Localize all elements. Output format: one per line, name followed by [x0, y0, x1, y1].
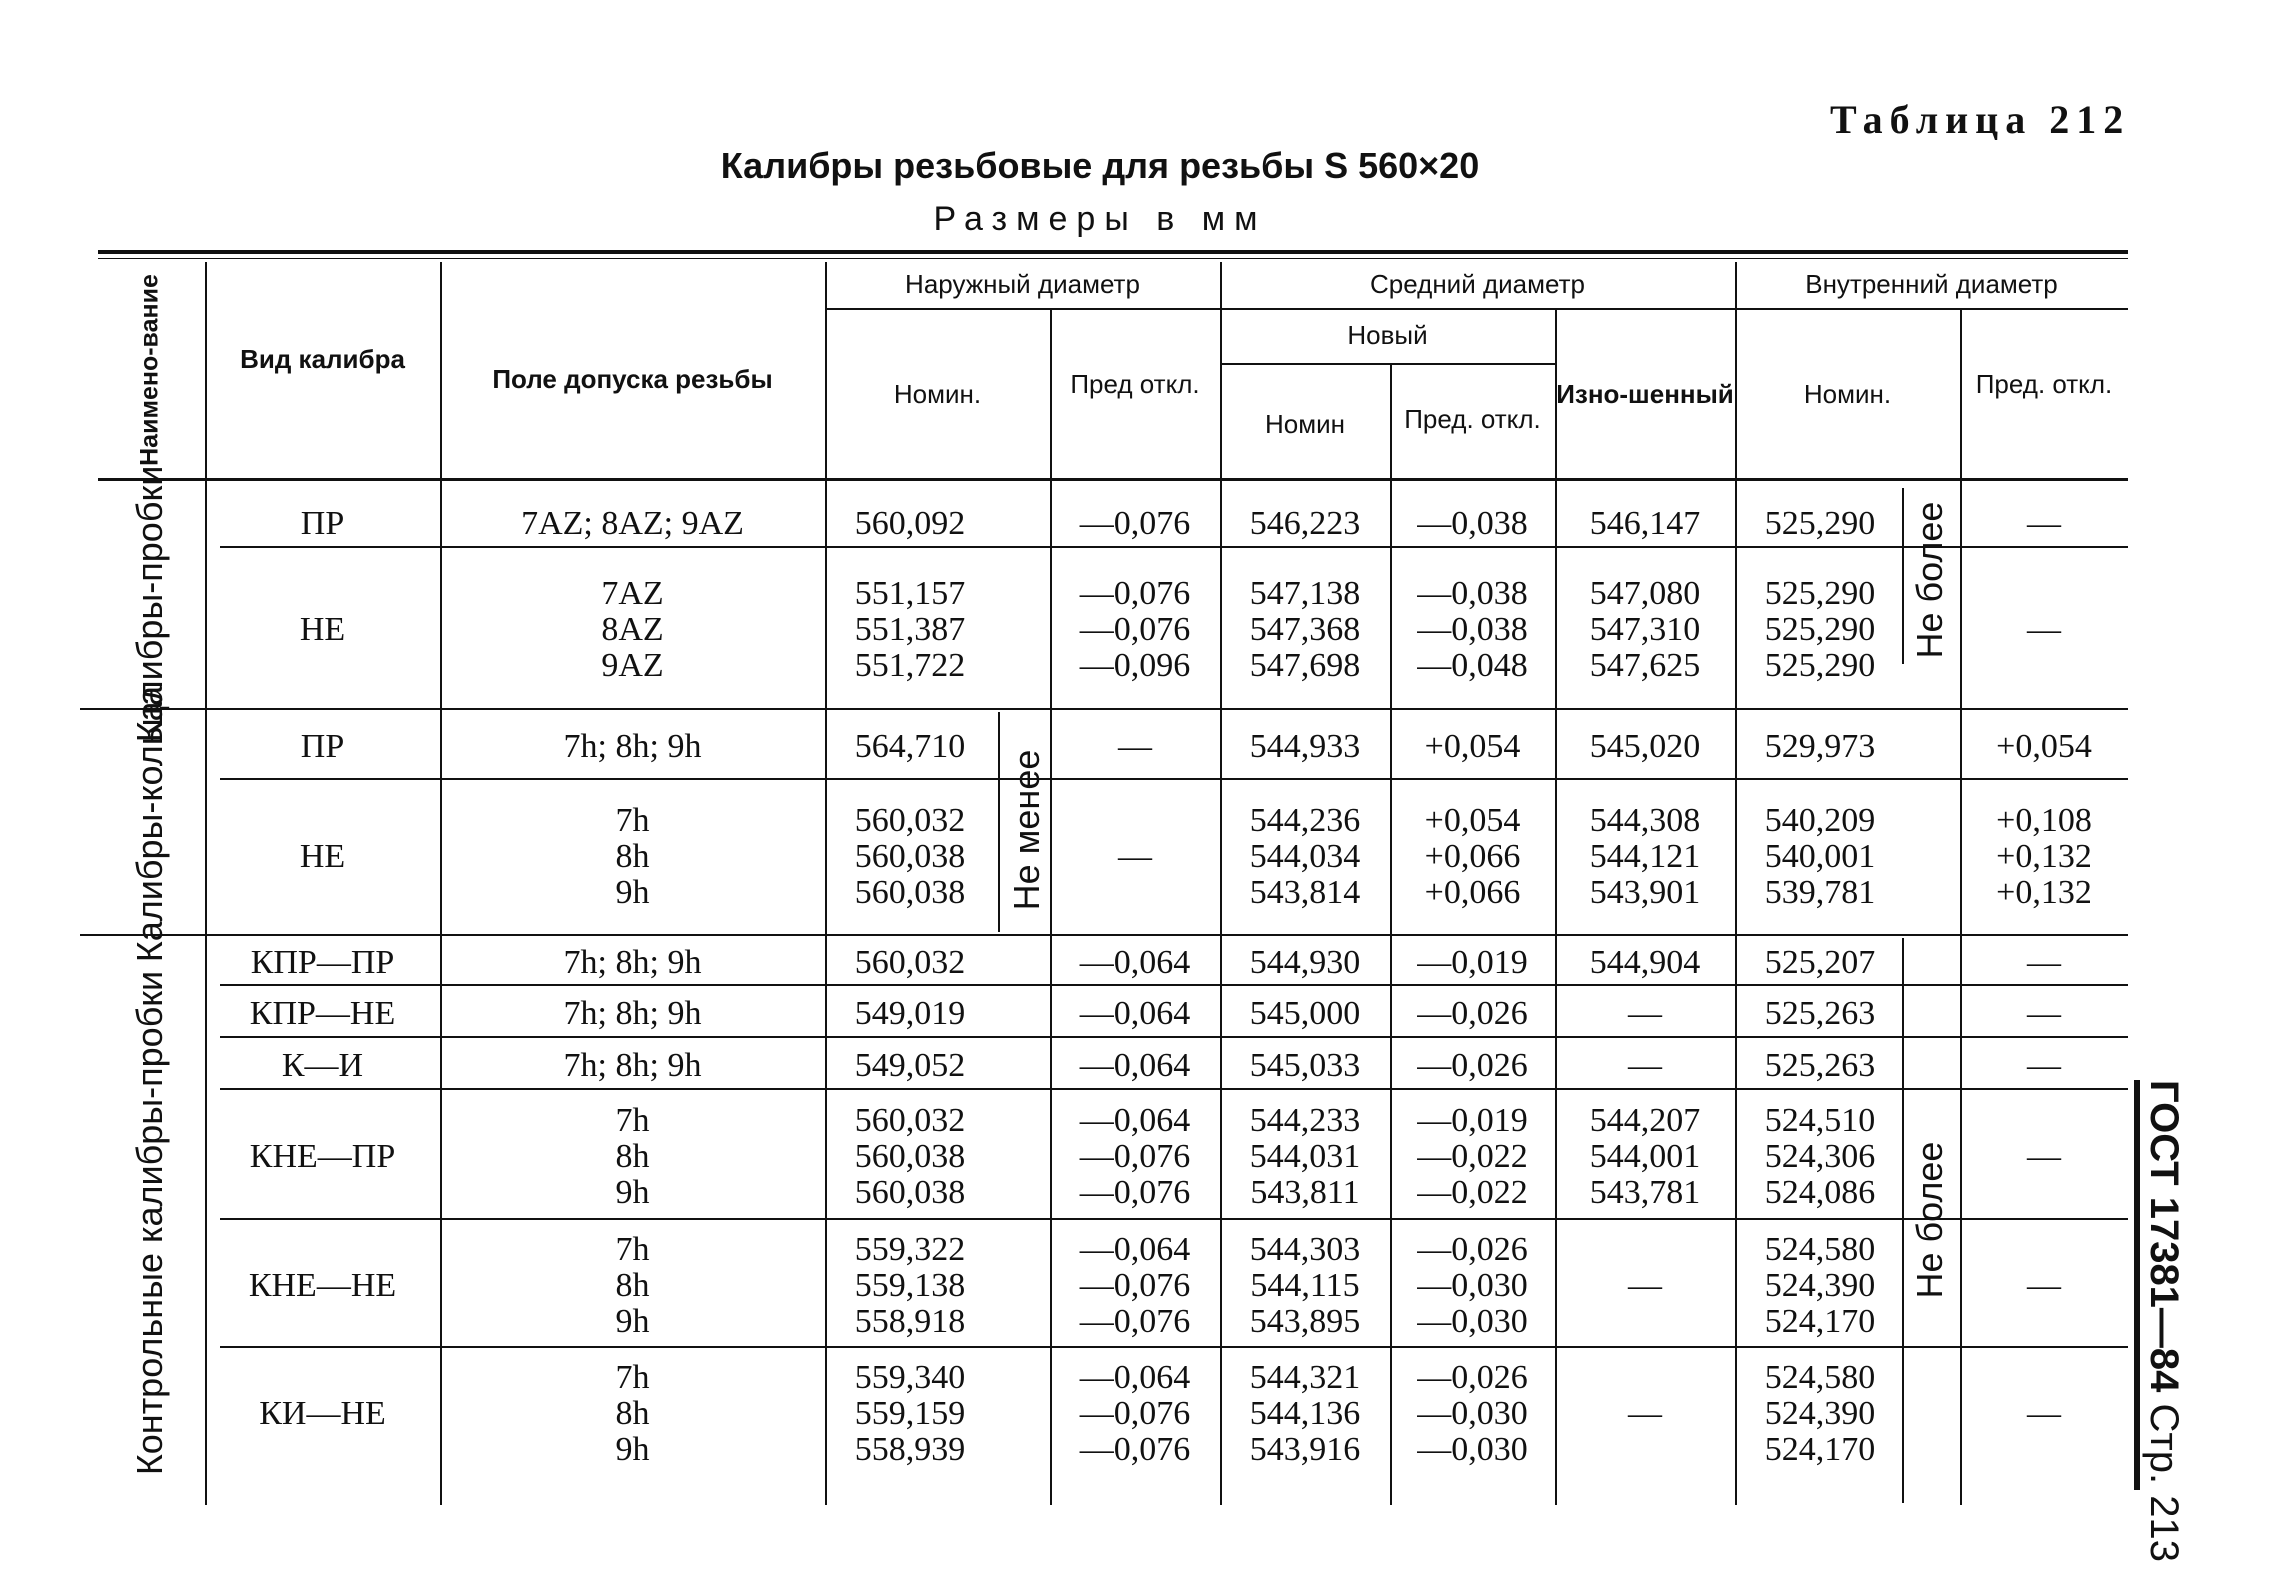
row-outer-nom: 559,322 559,138 558,918 [854, 1231, 966, 1340]
row-field: 7h 8h 9h [615, 1102, 650, 1211]
row-mid-dev: +0,054 +0,066 +0,066 [1424, 802, 1521, 911]
row-inner-nom: 525,290 525,290 525,290 [1764, 575, 1876, 684]
header-subrule [1735, 308, 2128, 310]
header-mid-dev: Пред. откл. [1404, 404, 1541, 435]
row-type: КНЕ—НЕ [248, 1267, 397, 1304]
row-mid-nom: 547,138 547,368 547,698 [1249, 575, 1361, 684]
row-inner-dev: — [2027, 1138, 2061, 1175]
header-middle-diameter: Средний диаметр [1370, 269, 1585, 300]
body-divider [1960, 480, 1962, 1505]
row-inner-nom: 524,510 524,306 524,086 [1764, 1102, 1876, 1211]
row-field: 7h 8h 9h [615, 802, 650, 911]
row-inner-nom: 529,973 [1764, 728, 1876, 765]
row-outer-dev: —0,064 [1079, 995, 1191, 1032]
row-inner-nom: 525,263 [1764, 995, 1876, 1032]
row-rule [220, 546, 2128, 548]
row-outer-nom: 560,032 560,038 560,038 [854, 1102, 966, 1211]
row-outer-nom: 549,052 [854, 1047, 966, 1084]
row-type: ПР [300, 505, 345, 542]
row-type: К—И [281, 1047, 364, 1084]
row-worn: 544,308 544,121 543,901 [1589, 802, 1701, 911]
header-new: Новый [1347, 319, 1428, 350]
row-mid-nom: 544,303 544,115 543,895 [1249, 1231, 1361, 1340]
row-rule [80, 934, 2128, 936]
row-mid-nom: 546,223 [1249, 505, 1361, 542]
header-mid-nom: Номин [1265, 409, 1345, 440]
row-outer-nom: 559,340 559,159 558,939 [854, 1359, 966, 1468]
table-number: Таблица 212 [1830, 97, 2131, 142]
body-divider [825, 480, 827, 1505]
row-type: КПР—НЕ [249, 995, 396, 1032]
body-divider [205, 480, 207, 1505]
header-outer-diameter: Наружный диаметр [905, 269, 1140, 300]
row-rule [220, 1036, 2128, 1038]
header-inner-nom: Номин. [1803, 379, 1892, 410]
row-field: 7AZ; 8AZ; 9AZ [521, 505, 744, 542]
row-inner-nom: 524,580 524,390 524,170 [1764, 1359, 1876, 1468]
row-inner-dev: — [2027, 1267, 2061, 1304]
header-name: Наимено-вание [135, 274, 164, 466]
row-type: КПР—ПР [250, 944, 395, 981]
units-caption: Размеры в мм [933, 200, 1267, 238]
row-outer-nom: 560,032 [854, 944, 966, 981]
row-inner-dev: — [2027, 944, 2061, 981]
row-outer-dev: —0,064 —0,076 —0,076 [1079, 1231, 1191, 1340]
row-field: 7h 8h 9h [615, 1231, 650, 1340]
row-mid-dev: —0,026 —0,030 —0,030 [1417, 1231, 1528, 1340]
row-outer-dev: —0,064 —0,076 —0,076 [1079, 1359, 1191, 1468]
row-inner-nom: 525,290 [1764, 505, 1876, 542]
row-field: 7h; 8h; 9h [563, 728, 702, 765]
note-divider [1902, 938, 1904, 1503]
row-rule [220, 984, 2128, 986]
body-divider [1050, 480, 1052, 1505]
header-subrule [1220, 363, 1555, 365]
page-number: Стр. 213 [2142, 1403, 2186, 1562]
row-outer-nom: 560,032 560,038 560,038 [854, 802, 966, 911]
row-mid-nom: 544,933 [1249, 728, 1361, 765]
row-inner-nom: 540,209 540,001 539,781 [1764, 802, 1876, 911]
row-mid-nom: 545,033 [1249, 1047, 1361, 1084]
row-outer-dev: —0,064 [1079, 944, 1191, 981]
row-inner-dev: — [2027, 611, 2061, 648]
row-outer-dev: —0,064 —0,076 —0,076 [1079, 1102, 1191, 1211]
row-type: НЕ [299, 838, 346, 875]
header-type: Вид калибра [240, 344, 405, 375]
row-outer-nom: 551,157 551,387 551,722 [854, 575, 966, 684]
note-ne-menee: Не менее [1006, 749, 1047, 911]
note-ne-bolee-plug: Не более [1909, 501, 1950, 659]
row-field: 7AZ 8AZ 9AZ [601, 575, 664, 684]
row-mid-dev: —0,026 [1417, 1047, 1528, 1084]
group-control-gauges: Контрольные калибры-пробки [129, 970, 170, 1475]
side-gost-label [2134, 1080, 2186, 1562]
row-outer-dev: —0,076 [1079, 505, 1191, 542]
row-mid-nom: 545,000 [1249, 995, 1361, 1032]
row-outer-dev: — [1118, 838, 1152, 875]
row-outer-dev: —0,076 —0,076 —0,096 [1079, 575, 1191, 684]
row-inner-dev: — [2027, 505, 2061, 542]
row-inner-dev: — [2027, 1047, 2061, 1084]
note-ne-bolee-control: Не более [1909, 1141, 1950, 1299]
row-inner-dev: +0,054 [1996, 728, 2092, 765]
row-type: ПР [300, 728, 345, 765]
row-outer-dev: —0,064 [1079, 1047, 1191, 1084]
header-inner-diameter: Внутренний диаметр [1805, 269, 2058, 300]
body-divider [440, 480, 442, 1505]
gost-number: ГОСТ 17381—84 [2142, 1080, 2186, 1393]
row-outer-dev: — [1118, 728, 1152, 765]
row-rule [220, 1346, 2128, 1348]
row-inner-dev: — [2027, 995, 2061, 1032]
row-mid-nom: 544,321 544,136 543,916 [1249, 1359, 1361, 1468]
row-inner-dev: +0,108 +0,132 +0,132 [1996, 802, 2092, 911]
row-worn: — [1628, 995, 1662, 1032]
row-field: 7h; 8h; 9h [563, 944, 702, 981]
row-mid-nom: 544,930 [1249, 944, 1361, 981]
row-mid-dev: —0,019 —0,022 —0,022 [1417, 1102, 1528, 1211]
header-subrule [825, 308, 1220, 310]
row-outer-nom: 549,019 [854, 995, 966, 1032]
row-worn: 544,904 [1589, 944, 1701, 981]
note-divider [998, 712, 1000, 932]
row-worn: 546,147 [1589, 505, 1701, 542]
row-mid-dev: —0,026 [1417, 995, 1528, 1032]
row-inner-nom: 525,263 [1764, 1047, 1876, 1084]
group-ring-gauges: Калибры-кольца [129, 685, 171, 963]
row-outer-nom: 564,710 [854, 728, 966, 765]
row-worn: 547,080 547,310 547,625 [1589, 575, 1701, 684]
row-type: КНЕ—ПР [249, 1138, 396, 1175]
row-mid-nom: 544,233 544,031 543,811 [1249, 1102, 1361, 1211]
body-divider [1390, 480, 1392, 1505]
body-divider [1220, 480, 1222, 1505]
row-rule [220, 778, 2128, 780]
row-inner-nom: 524,580 524,390 524,170 [1764, 1231, 1876, 1340]
note-divider [1902, 488, 1904, 664]
page-title: Калибры резьбовые для резьбы S 560×20 [720, 145, 1480, 186]
row-mid-dev: —0,038 —0,038 —0,048 [1417, 575, 1528, 684]
row-worn: 545,020 [1589, 728, 1701, 765]
row-field: 7h; 8h; 9h [563, 1047, 702, 1084]
table-top-rule-thin [98, 258, 2128, 259]
row-rule [220, 1218, 2128, 1220]
row-field: 7h 8h 9h [615, 1359, 650, 1468]
row-type: НЕ [299, 611, 346, 648]
row-worn: — [1628, 1047, 1662, 1084]
header-worn: Изно-шенный [1556, 379, 1734, 410]
row-type: КИ—НЕ [259, 1395, 386, 1432]
body-divider [1735, 480, 1737, 1505]
row-rule [220, 1088, 2128, 1090]
row-mid-dev: +0,054 [1424, 728, 1521, 765]
row-field: 7h; 8h; 9h [563, 995, 702, 1032]
header-field: Поле допуска резьбы [492, 364, 773, 395]
header-bottom-rule [98, 478, 2128, 481]
row-mid-nom: 544,236 544,034 543,814 [1249, 802, 1361, 911]
table-top-rule [98, 250, 2128, 254]
row-mid-dev: —0,019 [1417, 944, 1528, 981]
row-outer-nom: 560,092 [854, 505, 966, 542]
row-worn: — [1628, 1395, 1662, 1432]
row-rule [80, 708, 2128, 710]
header-outer-dev: Пред откл. [1070, 369, 1200, 400]
row-mid-dev: —0,026 —0,030 —0,030 [1417, 1359, 1528, 1468]
row-mid-dev: —0,038 [1417, 505, 1528, 542]
row-worn: — [1628, 1267, 1662, 1304]
header-outer-nom: Номин. [893, 379, 982, 410]
row-worn: 544,207 544,001 543,781 [1589, 1102, 1701, 1211]
body-divider [1555, 480, 1557, 1505]
row-inner-dev: — [2027, 1395, 2061, 1432]
header-inner-dev: Пред. откл. [1975, 369, 2113, 400]
group-plug-gauges: Калибры-пробки [129, 465, 171, 743]
row-inner-nom: 525,207 [1764, 944, 1876, 981]
